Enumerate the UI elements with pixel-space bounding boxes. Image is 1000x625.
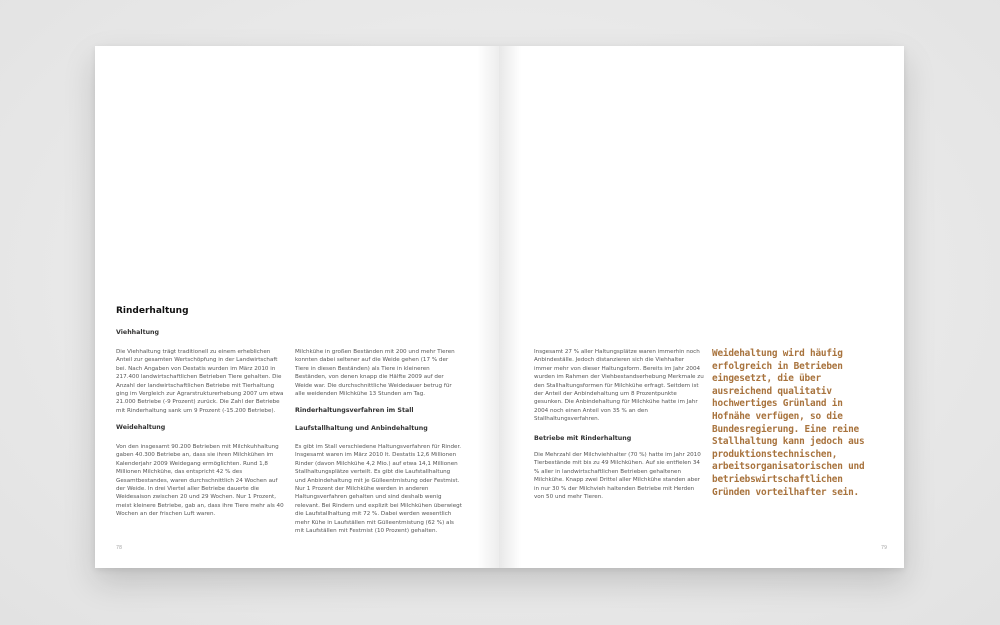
paragraph-anbindestaelle: Insgesamt 27 % aller Haltungsplätze waren immerhin noch Anbindeställe. Jedoch distanzieren sich die Viehhalter immer mehr von dieser Haltungsform. Bereits im Jahr 2004 wurden im Rahmen der Viehbestandserhebung Merkmale zu den Stallhaltungsformen für Milchkühe erfragt. Seitdem ist der Anteil der Anbindehaltung um 8 Prozentpunkte gesunken. Die Anbindehaltung für Milchkühe hatte im Jahr 2004 noch einen Anteil von 35 % an den Stallhaltungsverfahren. (534, 349, 704, 423)
pull-quote: Weidehaltung wird häufig erfolgreich in Betrieben eingesetzt, die über ausreichend qualitativ hochwertiges Grünland in Hofnähe verfügen, so die Bundesregierung. Eine reine Stallhaltung kann jedoch aus produktionstechnischen, arbeitsorganisatorischen und betriebswirtschaftlichen Gründen vorteilhafter sein. (712, 348, 865, 498)
heading-weidehaltung: Weidehaltung (116, 424, 166, 431)
heading-laufstallhaltung: Laufstallhaltung und Anbindehaltung (295, 425, 428, 432)
page-number-left: 78 (116, 546, 123, 551)
heading-rinderhaltungsverfahren: Rinderhaltungsverfahren im Stall (295, 407, 414, 414)
paragraph-weidedauer: Milchkühe in großen Beständen mit 200 und mehr Tieren konnten dabei seltener auf die Weide gehen (17 % der Tiere in diesen Beständen) als Tiere in kleineren Beständen, von denen knapp die Hälfte 2009 auf der Weide war. Die durchschnittliche Weidedauer betrug für alle weidenden Milchkühe 13 Stunden am Tag. (295, 349, 455, 398)
page-title: Rinderhaltung (116, 306, 189, 316)
heading-betriebe-rinderhaltung: Betriebe mit Rinderhaltung (534, 435, 632, 442)
paragraph-weidehaltung: Von den insgesamt 90.200 Betrieben mit Milchkuhhaltung gaben 40.300 Betriebe an, dass sie ihren Milchkühen im Kalenderjahr 2009 Weidegang ermöglichten. Rund 1,8 Millionen Milchkühe, das entspricht 42 % des Gesamtbestandes, waren durchschnittlich 24 Wochen auf der Weide. In drei Viertel aller Betriebe dauerte die Weidesaison zwischen 20 und 29 Wochen. Nur 1 Prozent, meist kleinere Betriebe, gab an, dass ihre Tiere mehr als 40 Wochen an der frischen Luft waren. (116, 444, 284, 518)
paragraph-viehhaltung: Die Viehhaltung trägt traditionell zu einem erheblichen Anteil zur gesamten Wertschöpfung in der Landwirtschaft bei. Nach Angaben von Destatis wurden im März 2010 in 217.400 landwirtschaftlichen Betrieben Tiere gehalten. Die Anzahl der landwirtschaftlichen Betriebe mit Tierhaltung ging im Vergleich zur Agrarstrukturerhebung 2007 um etwa 21.000 Betriebe (-9 Prozent) zurück. Die Zahl der Betriebe mit Rinderhaltung sank um 9 Prozent (-15.200 Betriebe). (116, 349, 284, 414)
left-page (95, 46, 499, 568)
heading-viehhaltung: Viehhaltung (116, 329, 160, 336)
right-page (499, 46, 904, 568)
book-spread (95, 46, 904, 568)
page-number-right: 79 (881, 546, 888, 551)
paragraph-milchviehhalter: Die Mehrzahl der Milchviehhalter (70 %) hatte im Jahr 2010 Tierbestände mit bis zu 49 Milchkühen. Auf sie entfielen 34 % aller in landwirtschaftlichen Betrieben gehaltenen Milchkühe. Knapp zwei Drittel aller Milchkühe standen aber in nur 30 % der Milchvieh haltenden Betriebe mit Herden von 50 und mehr Tieren. (534, 452, 701, 501)
paragraph-laufstallhaltung: Es gibt im Stall verschiedene Haltungsverfahren für Rinder. Insgesamt waren im März 2010 lt. Destatis 12,6 Millionen Rinder (davon Milchkühe 4,2 Mio.) auf etwa 14,1 Millionen Stallhaltungsplätze verteilt. Es gibt die Laufstallhaltung und Anbindehaltung mit je Gülleentmistung oder Festmist. Nur 1 Prozent der Milchkühe werden in anderen Haltungsverfahren gehalten und sind deshalb wenig relevant. Bei Rindern und explizit bei Milchkühen überwiegt die Laufstallhaltung mit 72 %. Dabei werden wesentlich mehr Kühe in Laufställen mit Gülleentmistung (62 %) als mit Laufställen mit Festmist (10 Prozent) gehalten. (295, 444, 462, 535)
